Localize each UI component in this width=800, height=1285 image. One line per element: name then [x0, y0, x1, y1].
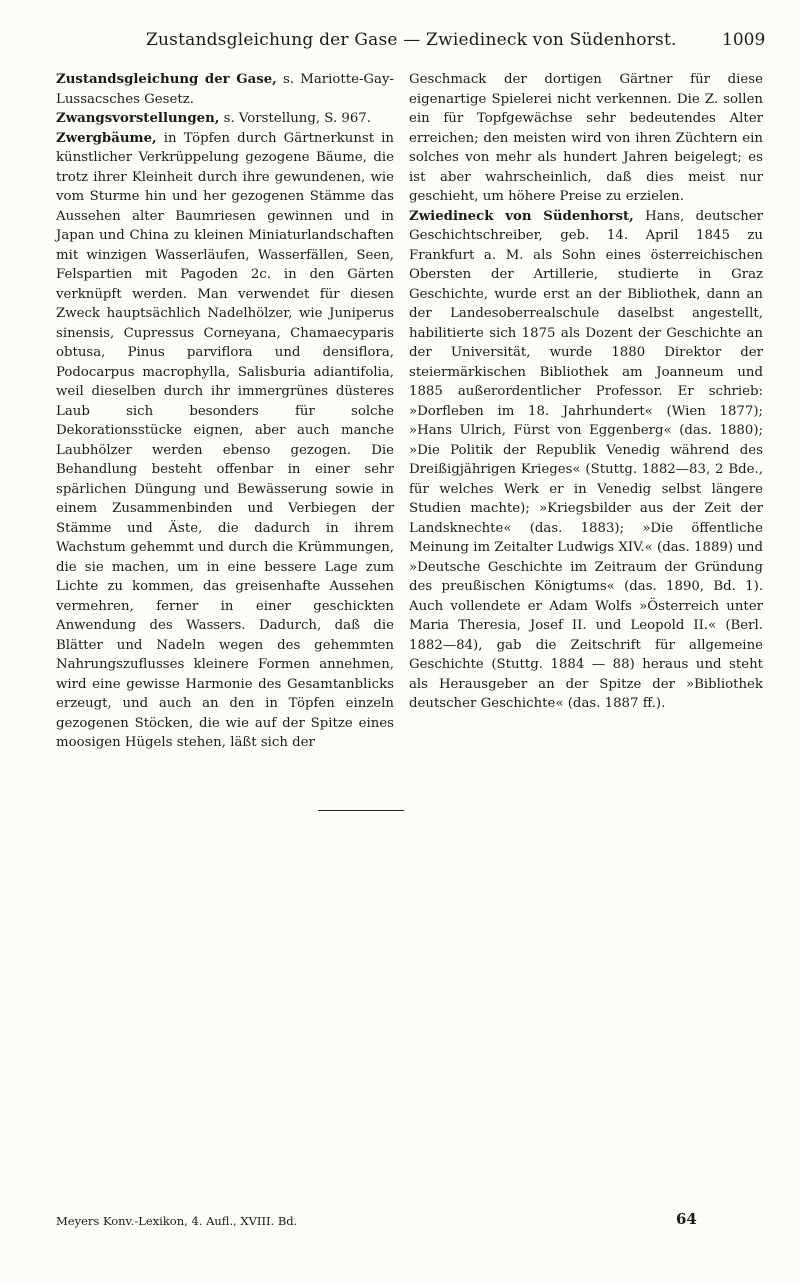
entry-zwiedineck: [409, 207, 763, 714]
right-column: [409, 70, 763, 714]
entry-zwangsvorstellungen: [56, 109, 394, 129]
entry-lemma: Zwergbäume,: [56, 130, 157, 146]
left-column: [56, 70, 394, 753]
footer-signature: 64: [676, 1210, 697, 1228]
page-number: 1009: [722, 30, 766, 50]
entry-text: in Töpfen durch Gärtnerkunst in künstlicher Verkrüppelung gezogene Bäume, die trotz ihrer Kleinheit durch ihre gewundenen, wie vom Sturme hin und her gezogenen Stämme das Aussehen alter Baumriesen gewinnen und in Japan und China zu kleinen Miniaturlandschaften mit winzigen Wasserläufen, Wasserfällen, Seen, Felspartien mit Pagoden 2c. in den Gärten verknüpft werden. Man verwendet für diesen Zweck hauptsächlich Nadelhölzer, wie Juniperus sinensis, Cupressus Corneyana, Chamaecyparis obtusa, Pinus parviflora und densiflora, Podocarpus macrophylla, Salisburia adiantifolia, weil dieselben durch ihr immergrünes düsteres Laub sich besonders für solche Dekorationsstücke eignen, aber auch manche Laubhölzer werden ebenso gezogen. Die Behandlung besteht offenbar in einer sehr spärlichen Düngung und Bewässerung sowie in einem Zusammenbinden und Verbiegen der Stämme und Äste, die dadurch in ihrem Wachstum gehemmt und durch die Krümmungen, die sie machen, um in eine bessere Lage zum Lichte zu kommen, das greisenhafte Aussehen vermehren, ferner in einer geschickten Anwendung des Wassers. Dadurch, daß die Blätter und Nadeln wegen des gehemmten Nahrungszuflusses kleinere Formen annehmen, wird eine gewisse Harmonie des Gesamtanblicks erzeugt, und auch an den in Töpfen einzeln gezogenen Stöcken, die wie auf der Spitze eines moosigen Hügels stehen, läßt sich der: [56, 130, 394, 750]
entry-zwergbaeume: [56, 129, 394, 753]
entry-zwergbaeume-continued: [409, 70, 763, 207]
footer-imprint: Meyers Konv.-Lexikon, 4. Aufl., XVIII. Bd.: [56, 1214, 298, 1228]
running-title: Zustandsgleichung der Gase — Zwiedineck von Südenhorst.: [146, 30, 677, 50]
entry-zustandsgleichung: [56, 70, 394, 109]
entry-lemma: Zwangsvorstellungen,: [56, 111, 220, 126]
entry-text: s. Mariotte-Gay-Lussacsches Gesetz.: [56, 72, 394, 107]
entry-lemma: Zwiedineck von Südenhorst,: [409, 208, 634, 224]
running-header: [0, 30, 800, 56]
entry-lemma: Zustandsgleichung der Gase,: [56, 72, 277, 87]
end-rule: [318, 810, 404, 811]
entry-text: Geschmack der dortigen Gärtner für diese eigenartige Spielerei nicht verkennen. Die Z. sollen ein für Topfgewächse sehr bedeutendes Alter erreichen; den meisten wird von ihren Züchtern ein solches von mehr als hundert Jahren beigelegt; es ist aber wahrscheinlich, daß dies meist nur geschieht, um höhere Preise zu erzielen.: [409, 72, 763, 204]
entry-text: Hans, deutscher Geschichtschreiber, geb. 14. April 1845 zu Frankfurt a. M. als Sohn eines österreichischen Obersten der Artillerie, studierte in Graz Geschichte, wurde erst an der Bibliothek, dann an der Landesoberrealschule daselbst angestellt, habilitierte sich 1875 als Dozent der Geschichte an der Universität, wurde 1880 Direktor der steiermärkischen Bibliothek am Joanneum und 1885 außerordentlicher Professor. Er schrieb: »Dorfleben im 18. Jahrhundert« (Wien 1877); »Hans Ulrich, Fürst von Eggenberg« (das. 1880); »Die Politik der Republik Venedig während des Dreißigjährigen Krieges« (Stuttg. 1882—83, 2 Bde., für welches Werk er in Venedig selbst längere Studien machte); »Kriegsbilder aus der Zeit der Landsknechte« (das. 1883); »Die öffentliche Meinung im Zeitalter Ludwigs XIV.« (das. 1889) und »Deutsche Geschichte im Zeitraum der Gründung des preußischen Königtums« (das. 1890, Bd. 1). Auch vollendete er Adam Wolfs »Österreich unter Maria Theresia, Josef II. und Leopold II.« (Berl. 1882—84), gab die Zeitschrift für allgemeine Geschichte (Stuttg. 1884 — 88) heraus und steht als Herausgeber an der Spitze der »Bibliothek deutscher Geschichte« (das. 1887 ff.).: [409, 208, 763, 711]
entry-text: s. Vorstellung, S. 967.: [219, 111, 371, 126]
